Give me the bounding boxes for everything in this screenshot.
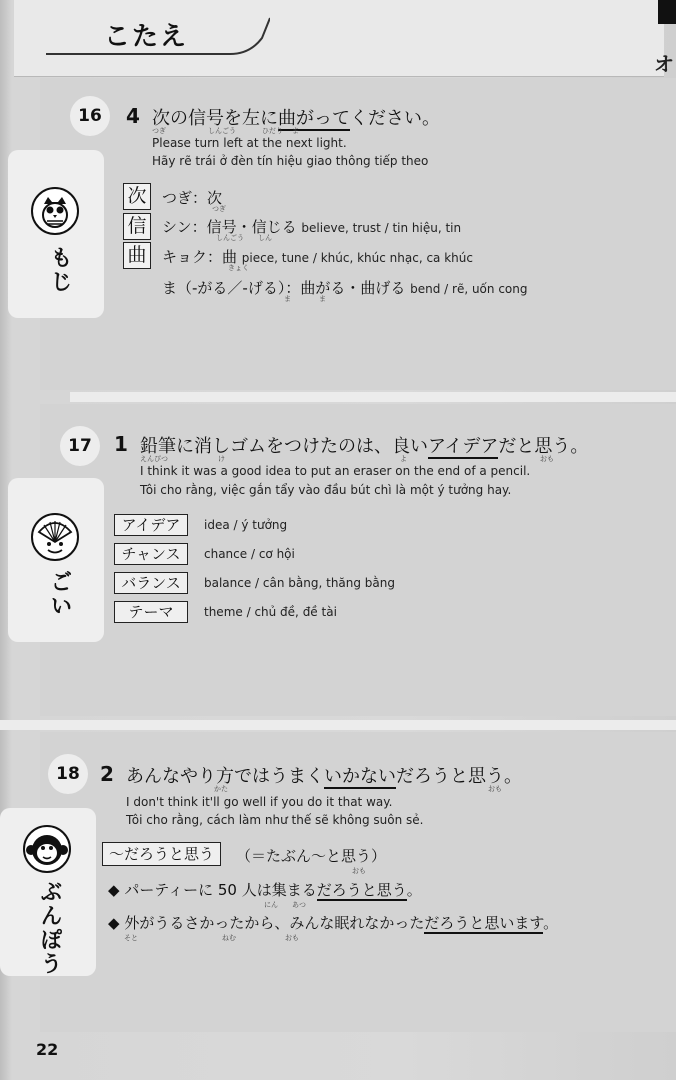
english-translation: I don't think it'll go well if you do it that way.: [126, 795, 393, 809]
question-number: 16: [70, 96, 110, 136]
vocab-gloss: balance / cân bằng, thăng bằng: [204, 576, 396, 590]
edge-glyph: オ: [654, 52, 674, 76]
vocab-gloss: theme / chủ đề, đề tài: [204, 605, 337, 619]
vocab-gloss: chance / cơ hội: [204, 547, 295, 561]
grammar-equivalent: （＝たぶん～と思う）: [236, 847, 387, 865]
furigana: け: [218, 455, 225, 463]
section-divider: [0, 720, 676, 730]
vietnamese-translation: Tôi cho rằng, việc gắn tẩy vào đầu bút chì là một ý tưởng hay.: [140, 483, 512, 497]
furigana: えんぴつ: [140, 455, 168, 463]
category-tab-bunpou: [0, 808, 96, 976]
furigana: おも: [488, 785, 502, 793]
furigana: しんごう: [208, 127, 236, 135]
furigana: よ: [400, 455, 407, 463]
question-number: 18: [48, 754, 88, 794]
monkey-icon: [22, 824, 72, 874]
question-sentence: あんなやり方ではうまくいかないだろうと思う。: [126, 766, 522, 787]
owl-icon: [30, 186, 80, 236]
kanji-reading: シン：信号・信じる believe, trust / tin hiệu, tin: [162, 218, 462, 236]
vietnamese-translation: Tôi cho rằng, cách làm như thế sẽ không suôn sẻ.: [126, 813, 424, 827]
furigana: つぎ: [152, 127, 166, 135]
kanji-reading: キョク：曲 piece, tune / khúc, khúc nhạc, ca khúc: [162, 248, 473, 266]
question-sentence: 次の信号を左に曲がってください。: [152, 108, 440, 129]
vocab-word-box: チャンス: [114, 543, 188, 565]
english-translation: I think it was a good idea to put an eraser on the end of a pencil.: [140, 464, 531, 478]
furigana: ま: [292, 127, 299, 135]
furigana: ひだり: [262, 127, 283, 135]
kanji-box: 信: [123, 213, 151, 240]
category-tab-moji: [8, 150, 104, 318]
kanji-box: 曲: [123, 242, 151, 269]
edge-tab-mark: [658, 0, 676, 24]
category-tab-goi: [8, 478, 104, 642]
page-number: 22: [36, 1040, 59, 1059]
furigana: そと ねむ おも: [124, 934, 299, 942]
furigana: おも: [540, 455, 554, 463]
example-sentence: ◆ 外がうるさかったから、みんな眠れなかっただろうと思います。: [108, 914, 559, 932]
tab-label: ごい: [47, 570, 72, 618]
furigana: きょく: [228, 264, 249, 272]
furigana: ま ま: [284, 295, 326, 303]
kanji-box: 次: [123, 183, 151, 210]
section-divider: [70, 392, 676, 402]
english-translation: Please turn left at the next light.: [152, 136, 347, 150]
answer-number: 1: [114, 432, 128, 456]
answer-number: 4: [126, 104, 140, 128]
furigana: かた: [214, 785, 228, 793]
tab-label: ぶんぽう: [37, 880, 62, 976]
vocab-gloss: idea / ý tưởng: [204, 518, 288, 532]
furigana: しんごう しん: [216, 234, 272, 242]
furigana: にん あつ: [264, 901, 306, 909]
grammar-pattern-box: ～だろうと思う: [102, 842, 221, 866]
question-sentence: 鉛筆に消しゴムをつけたのは、良いアイデアだと思う。: [140, 436, 589, 457]
question-number: 17: [60, 426, 100, 466]
vocab-word-box: アイデア: [114, 514, 188, 536]
vocab-word-box: テーマ: [114, 601, 188, 623]
kanji-reading: ま（-がる／-げる）：曲がる・曲げる bend / rẽ, uốn cong: [162, 279, 528, 297]
kanji-reading: つぎ：次: [162, 189, 223, 207]
vocab-word-box: バランス: [114, 572, 188, 594]
page-title: こたえ: [104, 22, 189, 52]
vietnamese-translation: Hãy rẽ trái ở đèn tín hiệu giao thông tiếp theo: [152, 154, 429, 168]
furigana: つぎ: [212, 205, 226, 213]
example-sentence: ◆ パーティーに 50 人は集まるだろうと思う。: [108, 881, 422, 899]
fan-icon: [30, 512, 80, 562]
furigana: おも: [352, 867, 366, 875]
tab-label: もじ: [47, 246, 72, 294]
answer-number: 2: [100, 762, 114, 786]
